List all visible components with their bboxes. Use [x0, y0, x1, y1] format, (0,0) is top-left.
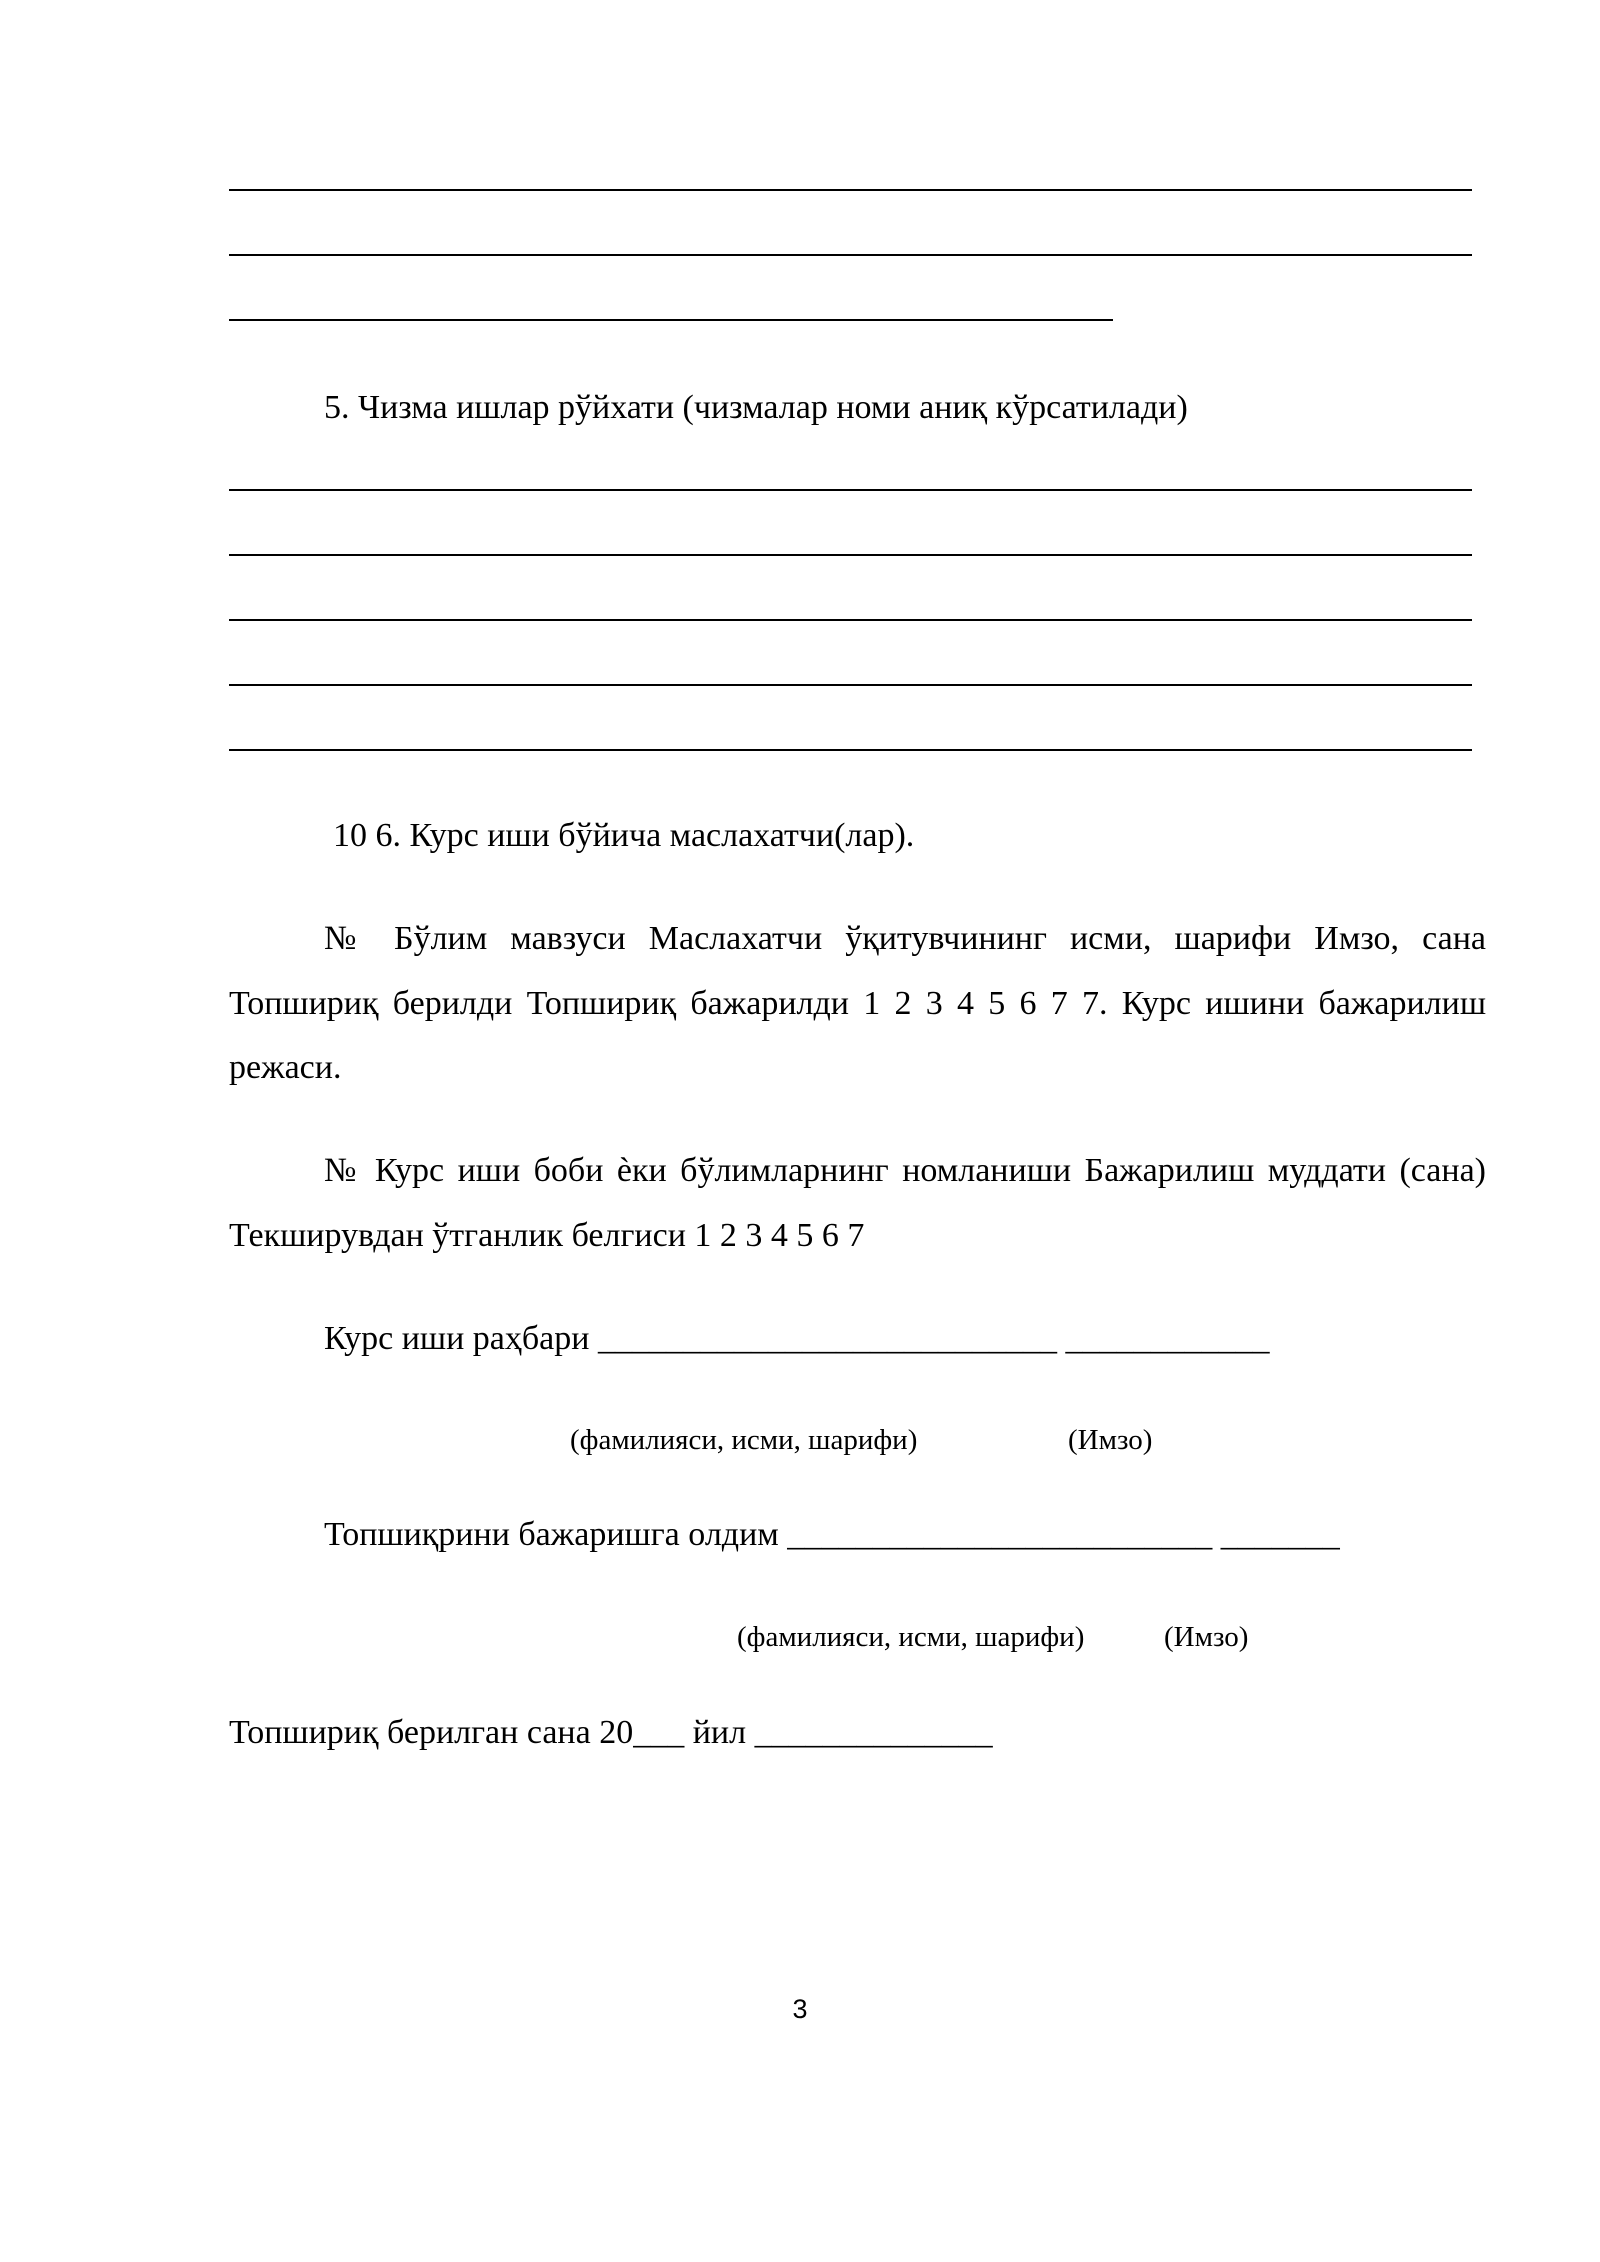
supervisor-signature-caption: (Имзо): [1068, 1424, 1153, 1456]
supervisor-line: Курс иши раҳбари ___________________________ ____________: [324, 1320, 1270, 1357]
student-name-caption: (фамилияси, исми, шарифи): [737, 1621, 1085, 1653]
student-accepted-line: Топшиқрини бажаришга олдим _________________________ _______: [324, 1516, 1340, 1553]
assignment-date-line: Топшириқ берилган сана 20___ йил ______________: [229, 1714, 993, 1751]
blank-line: [229, 319, 1113, 321]
work-plan-text: № Курс иши боби ѐки бўлимларнинг номланиши Бажарилиш муддати (сана) Текширувдан ўтганлик белгиси 1 2 3 4 5 6 7: [229, 1152, 1486, 1254]
blank-line: [229, 254, 1472, 256]
blank-line: [229, 489, 1472, 491]
page-number: 3: [792, 1994, 808, 2024]
student-signature-caption: (Имзо): [1164, 1621, 1249, 1653]
consultants-table-text: № Бўлим мавзуси Маслахатчи ўқитувчининг исми, шарифи Имзо, сана Топшириқ берилди Топшириқ бажарилди 1 2 3 4 5 6 7 7. Курс ишини бажарилиш режаси.: [229, 920, 1486, 1086]
blank-line: [229, 189, 1472, 191]
blank-line: [229, 684, 1472, 686]
supervisor-name-caption: (фамилияси, исми, шарифи): [570, 1424, 918, 1456]
blank-line: [229, 619, 1472, 621]
blank-line: [229, 749, 1472, 751]
consultants-heading: 10 6. Курс иши бўйича маслахатчи(лар).: [333, 817, 915, 854]
drawings-list-heading: 5. Чизма ишлар рўйхати (чизмалар номи аниқ кўрсатилади): [324, 389, 1188, 426]
blank-line: [229, 554, 1472, 556]
